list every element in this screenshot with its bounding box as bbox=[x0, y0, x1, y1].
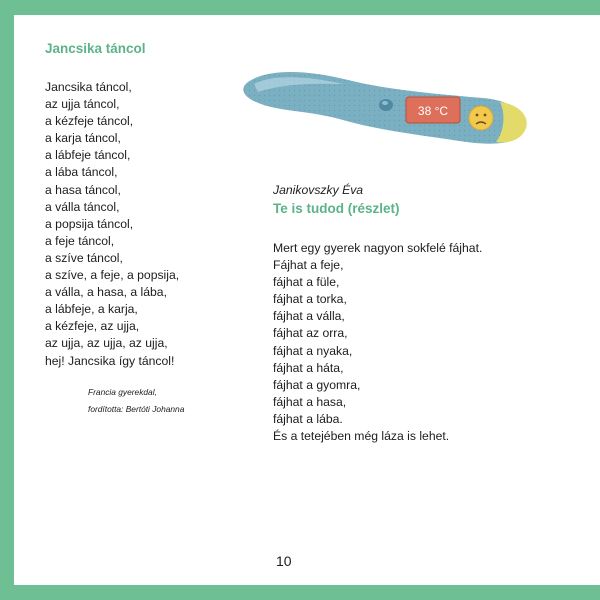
poem-line: fájhat a háta, bbox=[273, 360, 344, 375]
poem-line: a lábfeje táncol, bbox=[45, 148, 131, 163]
poem-line: a popsija táncol, bbox=[45, 216, 134, 231]
poem-line: a kézfeje táncol, bbox=[45, 114, 134, 129]
poem-line: fájhat a válla, bbox=[273, 309, 345, 324]
thermometer-illustration bbox=[238, 54, 533, 155]
poem-line: fájhat a lába. bbox=[273, 411, 343, 426]
poem-line: fájhat a gyomra, bbox=[273, 377, 361, 392]
credit-translator: fordította: Bertóti Johanna bbox=[88, 403, 185, 414]
poem-line: a kézfeje, az ujja, bbox=[45, 319, 140, 334]
poem-line: a lábfeje, a karja, bbox=[45, 302, 138, 317]
poem-line: fájhat a hasa, bbox=[273, 394, 347, 409]
left-poem-credit bbox=[88, 384, 184, 417]
poem-line: Fájhat a feje, bbox=[273, 258, 344, 273]
poem-line: a karja táncol, bbox=[45, 131, 121, 146]
page-number: 10 bbox=[276, 553, 292, 569]
poem-line: a válla, a hasa, a lába, bbox=[45, 285, 167, 300]
thermometer-button bbox=[379, 99, 393, 111]
poem-line: a feje táncol, bbox=[45, 233, 115, 248]
poem-line: a lába táncol, bbox=[45, 165, 118, 180]
poem-line: Jancsika táncol, bbox=[45, 80, 132, 94]
right-poem-body bbox=[273, 240, 482, 445]
poem-line: fájhat az orra, bbox=[273, 326, 348, 341]
temperature-reading: 38 °C bbox=[417, 104, 449, 118]
poem-line: a szíve, a feje, a popsija, bbox=[45, 268, 180, 283]
left-poem-body bbox=[45, 79, 179, 370]
sad-face-icon bbox=[469, 106, 493, 130]
poem-line: fájhat a torka, bbox=[273, 292, 347, 307]
poem-line: a válla táncol, bbox=[45, 199, 120, 214]
poem-line: a szíve táncol, bbox=[45, 250, 123, 265]
poem-line: fájhat a nyaka, bbox=[273, 343, 353, 358]
right-poem-author: Janikovszky Éva bbox=[273, 183, 364, 197]
poem-line: hej! Jancsika így táncol! bbox=[45, 353, 175, 368]
poem-line: az ujja táncol, bbox=[45, 97, 120, 112]
poem-line: És a tetejében még láza is lehet. bbox=[273, 429, 450, 444]
poem-line: fájhat a füle, bbox=[273, 275, 340, 290]
poem-line: a hasa táncol, bbox=[45, 182, 121, 197]
poem-line: Mert egy gyerek nagyon sokfelé fájhat. bbox=[273, 241, 483, 255]
right-poem-title: Te is tudod (részlet) bbox=[273, 201, 400, 216]
poem-line: az ujja, az ujja, az ujja, bbox=[45, 336, 168, 351]
left-poem-title: Jancsika táncol bbox=[45, 41, 146, 56]
credit-source: Francia gyerekdal, bbox=[88, 387, 157, 397]
